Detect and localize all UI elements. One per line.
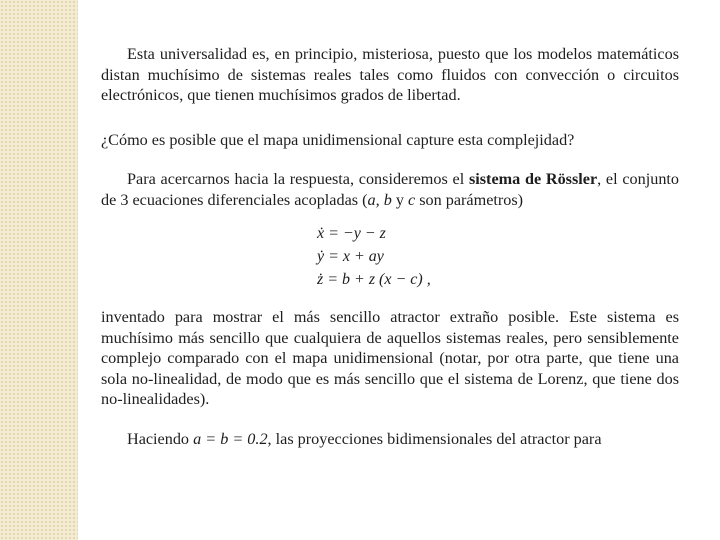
math-params-ab: a, b (367, 190, 392, 209)
equation-z: ż = b + z (x − c) , (317, 271, 431, 288)
equation-x: ẋ = −y − z (317, 225, 386, 242)
text-segment: Para acercarnos hacia la respuesta, consideremos el (127, 170, 469, 188)
math-param-c: c (407, 190, 416, 209)
math-a-equals-b: a = b = 0.2 (193, 429, 268, 448)
paragraph-universality: Esta universalidad es, en principio, misteriosa, puesto que los modelos matemáticos distan muchísimo de sistemas reales tales como fluidos con convección o circuitos electrónicos, que tienen muchísimos grados de libertad. (101, 45, 679, 104)
rossler-equations (317, 222, 679, 291)
text-segment: Haciendo (127, 429, 194, 448)
text-segment: y (391, 190, 408, 209)
text-segment: , las proyecciones bidimensionales del atractor para (267, 429, 602, 448)
document-body (101, 44, 679, 449)
decorative-side-strip (0, 0, 78, 540)
question-paragraph: ¿Cómo es posible que el mapa unidimensional capture esta complejidad? (101, 130, 575, 149)
text-segment: son parámetros) (415, 190, 524, 209)
equation-y: ẏ = x + ay (317, 248, 384, 265)
paragraph-projections (101, 429, 679, 450)
paragraph-strange-attractor: inventado para mostrar el más sencillo atractor extraño posible. Este sistema es muchísimo más sencillo que cualquiera de aquellos sistemas reales, pero sensiblemente complejo comparado con el mapa unidimensional (notar, por otra parte, que tiene una sola no-linealidad, de modo que es más sencillo que el sistema de Lorenz, que tiene dos no-linealidades). (101, 308, 679, 408)
paragraph-rossler-intro (101, 169, 679, 210)
text-segment: , el conjunto de 3 ecuaciones diferenciales acopladas ( (101, 170, 680, 209)
rossler-system-term: sistema de Rössler (468, 170, 598, 188)
